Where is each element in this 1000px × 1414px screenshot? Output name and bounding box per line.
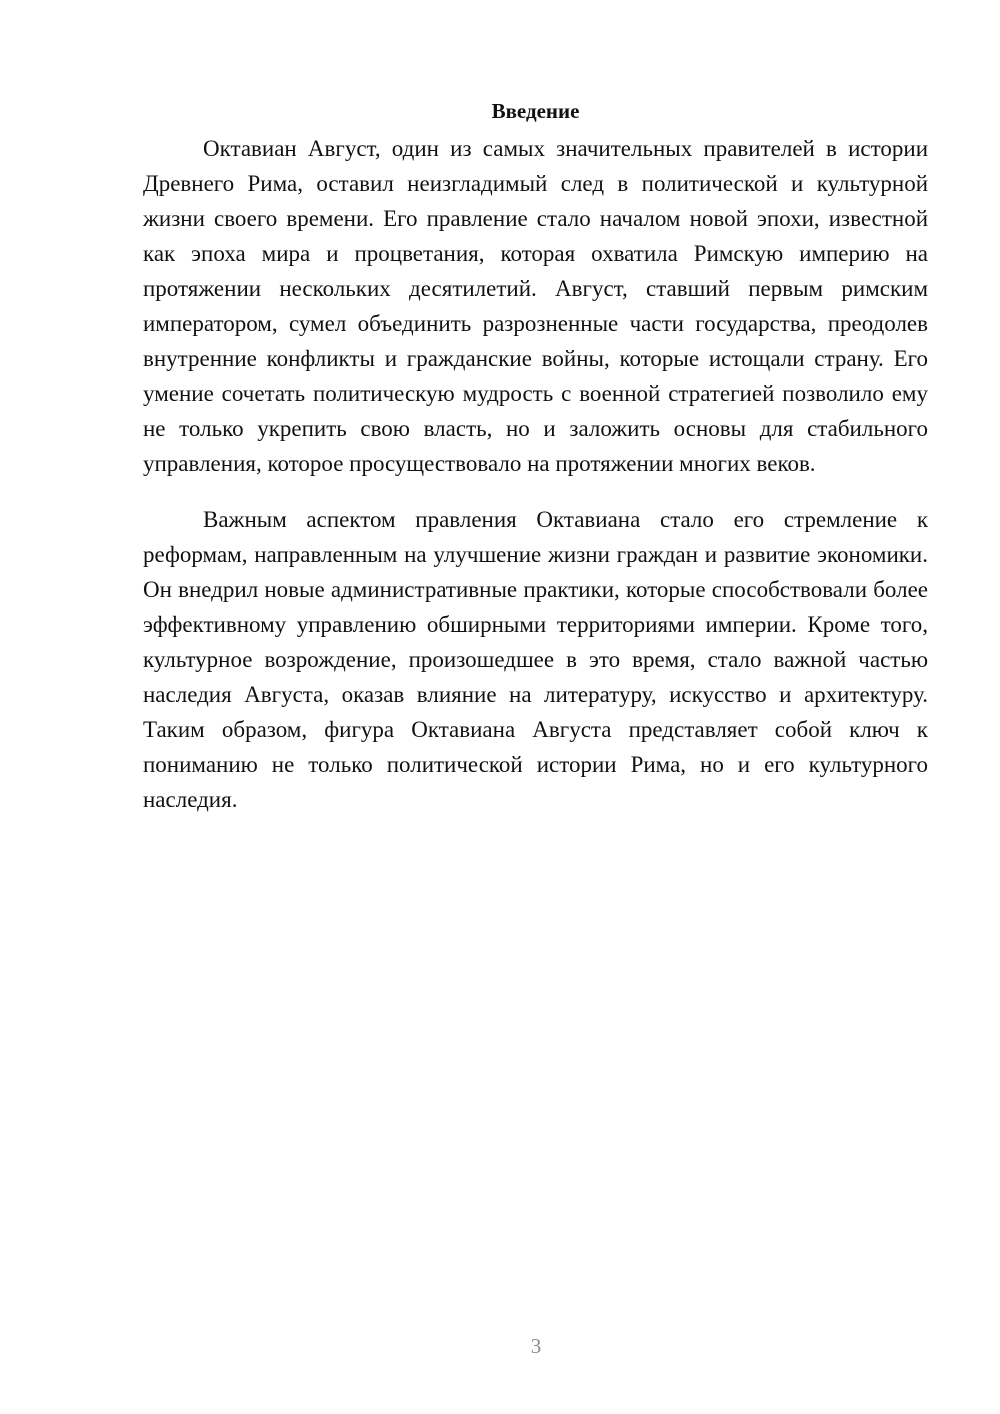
page-number: 3	[530, 1334, 542, 1358]
paragraph-2: Важным аспектом правления Октавиана стало его стремление к реформам, направленным на улучшение жизни граждан и развитие экономики. Он внедрил новые административные практики, которые способствовали более эффективному управлению обширными территориями империи. Кроме того, культурное возрождение, произошедшее в это время, стало важной частью наследия Августа, оказав влияние на литературу, искусство и архитектуру. Таким образом, фигура Октавиана Августа представляет собой ключ к пониманию не только политической истории Рима, но и его культурного наследия.	[143, 507, 928, 812]
page-content	[143, 96, 928, 817]
paragraph-1: Октавиан Август, один из самых значительных правителей в истории Древнего Рима, оставил неизгладимый след в политической и культурной жизни своего времени. Его правление стало началом новой эпохи, известной как эпоха мира и процветания, которая охватила Римскую империю на протяжении нескольких десятилетий. Август, ставший первым римским императором, сумел объединить разрозненные части государства, преодолев внутренние конфликты и гражданские войны, которые истощали страну. Его умение сочетать политическую мудрость с военной стратегией позволило ему не только укрепить свою власть, но и заложить основы для стабильного управления, которое просуществовало на протяжении многих веков.	[143, 136, 928, 476]
section-heading: Введение	[491, 99, 580, 123]
